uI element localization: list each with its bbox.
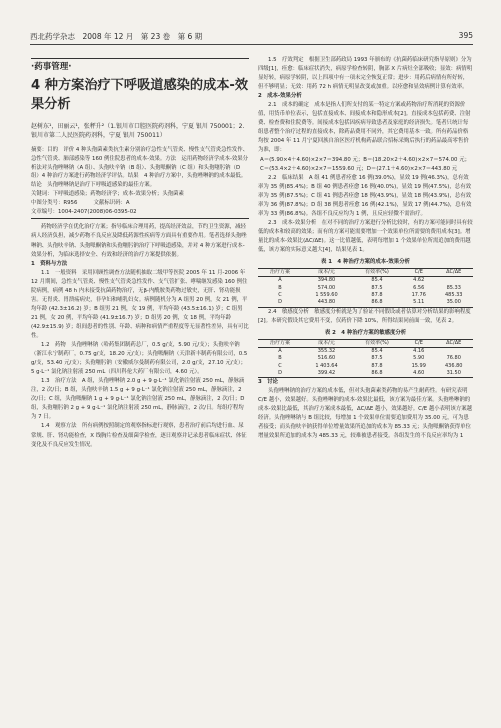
t1-header: 成本/元 bbox=[318, 269, 335, 276]
t2-header: ΔC/ΔE bbox=[446, 339, 462, 346]
t2-cell: 436.80 bbox=[444, 362, 463, 369]
t1-cell: 87.8 bbox=[371, 291, 383, 298]
t2-cell: 31.50 bbox=[446, 369, 461, 376]
right-column bbox=[258, 56, 473, 442]
section-1-4: 1.4 观察方法 所有病例按照制定的观察指标进行观察，患者治疗前后均进行血、尿常规、肝、肾功能检查，X 线胸片检查及细菌学检查，逐日观察并记录患者临床症状、体征变化及不良反应发生情况。 bbox=[31, 423, 247, 448]
table-row bbox=[258, 292, 473, 299]
t2-header: 治疗方案 bbox=[270, 339, 291, 346]
section-2-1: 2.1 成本的确定 成本是指人们所支付的某一特定方案或药物治疗所消耗的资源价值，用货币单位表示，包括直接成本、间接成本和隐形成本[2]。直接成本包括药费、注射费、检查费和住院费等。间接成本包括因疾病导致患者及家庭的经济损失。笔者只统计每组患者整个治疗过程的直接成本，除药品费用不同外，其它费用基本一致。所有药品价格均按 2004 年 11 月宁夏回族自治区医疗机构药品联合招标采购后执行的药品最高零售价为准，即： bbox=[258, 102, 471, 154]
section-1-2: 1.2 药物 头孢唑啉钠（哈药集团制药总厂，0.5 g/支，5.90 元/支）；头孢呋辛钠（浙江永宁制药厂，0.75 g/支，18.20 元/支）；头孢哌酮钠（天津新丰制药有限公司，0.5 g/支，53.40 元/支）；头孢噻肟钠（安徽威尔曼制药有限公司，2.0 g/支，27.10 元/支）；5 g·L⁻¹ 氯化钠注射液 250 mL（四川科伦大药厂有限公司，4.60 元）。 bbox=[31, 342, 248, 376]
section-1-5: 1.5 疗效判定 根据卫生部药政局 1993 年颁布的《抗菌药临床研究指导原则》分为四级[1]，痊愈：临床症状消失，病原学检查转阴，胸部 X 片病灶全部吸收；显效：病情明显好转，病原学转阴，以上四项中有一项未完全恢复正常；进步：用药后病情有所好转，但不够明显；无效：用药 72 h 病情无明显改变或加重。以痊愈和显效病例计算有效率。 bbox=[258, 57, 473, 91]
intro-paragraph: 药物经济学在优化治疗方案；指导临床合理用药，提高经济效益，节约卫生资源，减轻病人经济负担，减少药物不良反应及降低药源性疾病等方面具有重要作用。笔者选择头孢唑啉钠、头孢呋辛钠、头孢哌酮钠和头孢噻肟钠治疗下呼吸道感染，并对 4 种方案进行成本-效果分析，为临床选择安全、有效和经济的治疗方案提供依据。 bbox=[31, 224, 247, 258]
t2-cell: 4.60 bbox=[413, 369, 425, 376]
t2-cell: 516.60 bbox=[317, 355, 336, 362]
t1-cell: 85.33 bbox=[446, 284, 461, 291]
table-1 bbox=[258, 268, 473, 307]
t1-cell: 35.00 bbox=[446, 299, 461, 306]
t2-cell: 1 403.64 bbox=[315, 362, 338, 369]
table-row bbox=[258, 363, 473, 370]
section-2-4: 2.4 敏感度分析 敏感度分析就是为了验证不同假设或者估算对分析结果的影响程度[2]。本研究假设其它费用不变，仅药价下降 10%，所得结果同前面一致，见表 2。 bbox=[258, 308, 471, 324]
journal-info: 西北药学杂志 2008 年 12 月 第 23 卷 第 6 期 bbox=[30, 32, 203, 41]
t1-cell: 85.4 bbox=[371, 277, 383, 284]
t1-cell bbox=[434, 277, 473, 285]
left-column bbox=[31, 56, 249, 450]
t2-cell bbox=[434, 348, 473, 356]
t1-cell: A bbox=[278, 277, 282, 284]
table-row bbox=[258, 285, 473, 292]
author-line: 赵树东¹，田丽云¹，张秤升²（1.银川市口腔医院药剂科，宁夏 银川 750001；2.银川市第二人民医院药剂科，宁夏 银川 750011） bbox=[31, 123, 245, 140]
section-3-heading: 3 讨论 bbox=[258, 379, 278, 386]
t2-cell: 15.99 bbox=[411, 362, 426, 369]
abstract-rule bbox=[31, 218, 249, 219]
table-row bbox=[258, 348, 473, 356]
t2-cell: B bbox=[278, 355, 282, 362]
section-1-heading: 1 资料与方法 bbox=[31, 260, 68, 267]
section-2-2: 2.2 临床结果 A 组 41 例患者痊愈 16 例(39.0%)，显效 19 例(46.3%)，总有效率为 35 例(85.4%)；B 组 40 例患者痊愈 16 例(40.0%)，显效 19 例(47.5%)，总有效率为 35 例(87.5%)；C 组 41 例患者痊愈 18 例(43.9%)，显效 18 例(43.9%)，总有效率为 36 例(87.8%)；D 组 38 例患者痊愈 16 例(42.1%)，显效 17 例(44.7%)，总有效率为 33 例(86.8%)。各组不良反应均为 1 例，且反应轻微不需治疗。 bbox=[258, 174, 472, 217]
t1-cell: 1 559.60 bbox=[315, 291, 338, 298]
t2-cell: 87.8 bbox=[371, 362, 383, 369]
t2-cell: D bbox=[278, 369, 282, 376]
t1-cell: 394.80 bbox=[317, 277, 336, 284]
t1-header: ΔC/ΔE bbox=[446, 269, 462, 276]
classification: 中图分类号：R956 文献标识码：A bbox=[31, 199, 130, 206]
t1-cell: 87.5 bbox=[371, 284, 383, 291]
t2-header: 成本/元 bbox=[318, 339, 335, 346]
t1-cell: D bbox=[278, 299, 282, 306]
t1-cell: 4.62 bbox=[413, 277, 425, 284]
t2-cell: C bbox=[278, 362, 282, 369]
keywords: 关键词：下呼吸道感染；药物经济学；成本-效果分析；头孢菌素 bbox=[31, 191, 184, 198]
cost-equations: A＝(5.90×4＋4.60)×2×7＝394.80 元；B＝(18.20×2＋4.60)×2×7＝574.00 元；C＝(53.4×2＋4.60)×2×7＝1559.60 元；D＝(27.1＋4.60)×2×7＝443.80 元 bbox=[260, 156, 470, 172]
t2-cell: 87.5 bbox=[371, 355, 383, 362]
section-2-heading: 2 成本-效果分析 bbox=[258, 93, 302, 100]
t2-header: 有效率(%) bbox=[365, 339, 389, 346]
t2-cell: 355.32 bbox=[317, 348, 336, 354]
table-row bbox=[258, 355, 473, 362]
top-rule bbox=[31, 58, 249, 59]
section-2-3: 2.3 成本-效果分析 在对不同的治疗方案进行分析比较时，有的方案可能同时具有较低的成本和较高的效果；而有的方案可能需要增加一个效果单位所需要的费用成本[3]。增量比的成本-效果比(ΔC/ΔE)。这一比值越低，表明每增加 1 个效果单位所需追加的费用越低，该方案的实际意义越大[4]，结果见表 1。 bbox=[258, 219, 473, 253]
table-2-caption: 表 2 4 种治疗方案的敏感度分析 bbox=[324, 329, 407, 336]
t1-cell: 574.00 bbox=[317, 284, 336, 291]
section-3-paragraph: 头孢唑啉钠的治疗方案的成本低，但对头孢菌素类药物的易产生耐药性。有研究表明 C/E 越小，效果越好。头孢唑啉钠的成本-效果比最低，该方案为最佳方案。头孢唑啉钠的成本-效果比最低，其治疗方案成本最低，ΔC/ΔE 越小，效果越好。C/E 越小表明该方案越经济。头孢唑啉钠与 B 组比较，每增加 1 个效果单位需要追加费用为 35.00 元，可为患者接受；而头孢呋辛钠获得单位增量效果所追加的成本为 85.33 元；头孢哌酮钠获得单位增量效果所追加的成本为 485.33 元，较难被患者接受。各组发生的不良反应率均为 1 bbox=[258, 388, 473, 440]
t2-cell: A bbox=[278, 348, 282, 354]
running-header bbox=[30, 28, 473, 45]
t1-cell: 485.33 bbox=[444, 291, 463, 298]
table-1-caption: 表 1 4 种治疗方案的成本-效果分析 bbox=[321, 259, 410, 266]
t2-cell: 86.8 bbox=[371, 369, 383, 376]
t1-cell: 17.76 bbox=[411, 291, 426, 298]
t1-cell: C bbox=[278, 291, 282, 298]
t1-header: 有效率(%) bbox=[365, 269, 389, 276]
t2-cell: 85.4 bbox=[371, 348, 383, 354]
section-1-3: 1.3 治疗方法 A 组，头孢唑啉钠 2.0 g + 9 g·L⁻¹ 氯化钠注射液 250 mL，静脉滴注，2 次/日；B 组，头孢呋辛钠 1.5 g + 9 g·L⁻¹ 氯化钠注射液 250 mL，静脉滴注，2 次/日；C 组，头孢哌酮钠 1 g + 9 g·L⁻¹ 氯化钠注射液 250 mL，静脉滴注，2 次/日；D 组，头孢噻肟钠 2 g + 9 g·L⁻¹ 氯化钠注射液 250 mL，静脉滴注，2 次/日。每组疗程均为 7 日。 bbox=[31, 378, 245, 421]
t1-cell: 5.11 bbox=[413, 299, 425, 306]
abstract: 摘要：目的 评价 4 种头孢菌素类抗生素分别治疗急性支气管炎、慢性支气管炎急性发作、急性气管炎、肺部感染等 160 例住院患者的成本-效果。方法 运用药物经济学成本-效果分析法对头孢唑啉钠（A 组）、头孢呋辛钠（B 组）、头孢哌酮钠（C 组）和头孢噻肟钠（D 组）4 种治疗方案进行药物经济学评估。结果 4 种治疗方案中，头孢唑啉钠的成本最低。结论 头孢唑啉钠是治疗下呼吸道感染的最佳方案。 bbox=[31, 147, 249, 189]
t1-cell: 6.56 bbox=[413, 284, 425, 291]
t2-cell: 5.90 bbox=[413, 355, 425, 362]
table-row bbox=[258, 277, 473, 285]
article-title: 4 种方案治疗下呼吸道感染的成本-效果分析 bbox=[31, 78, 249, 113]
t1-cell: 86.8 bbox=[371, 299, 383, 306]
t2-header: C/E bbox=[414, 339, 423, 346]
section-label: ·药事管理· bbox=[31, 62, 72, 72]
t2-cell: 399.42 bbox=[317, 369, 336, 376]
t1-header: 治疗方案 bbox=[270, 269, 291, 276]
page-number: 395 bbox=[458, 31, 473, 40]
section-1-1: 1.1 一般资料 采用回顾性调查方法随机抽取二级甲等医院 2005 年 11 月-2006 年 12 月期间，急性支气管炎、慢性支气管炎急性发作、支气管扩张、哮喘继发感染 160 例住院病例，病例 48 h 内未接受抗菌药物治疗，无β-内酰胺类药物过敏史，无肝、肾功能损害。无胃炎、胃溃疡病史，非孕妇和哺乳妇女。病例随机分为 A 组男 20 例，女 21 例，平均年龄 (42.3±16.2) 岁；B 组男 21 例，女 19 例，平均年龄 (43.5±16.1) 岁；C 组男 21 例，女 20 例，平均年龄 (41.9±16.7) 岁；D 组男 20 例，女 18 例，平均年龄 (42.9±15.9) 岁；组间患者的性别、年龄、病种和病情严重程度等无显著性差异，具有可比性。 bbox=[31, 269, 249, 339]
table-row bbox=[258, 299, 473, 307]
t1-header: C/E bbox=[414, 269, 423, 276]
t2-cell: 76.80 bbox=[446, 355, 461, 362]
table-row bbox=[258, 370, 473, 378]
article-number: 文章编号：1004-2407(2008)06-0395-02 bbox=[31, 208, 137, 215]
t1-cell: B bbox=[278, 284, 282, 291]
t2-cell: 4.16 bbox=[413, 348, 425, 354]
t1-cell: 443.80 bbox=[317, 299, 336, 306]
table-2 bbox=[258, 339, 473, 378]
